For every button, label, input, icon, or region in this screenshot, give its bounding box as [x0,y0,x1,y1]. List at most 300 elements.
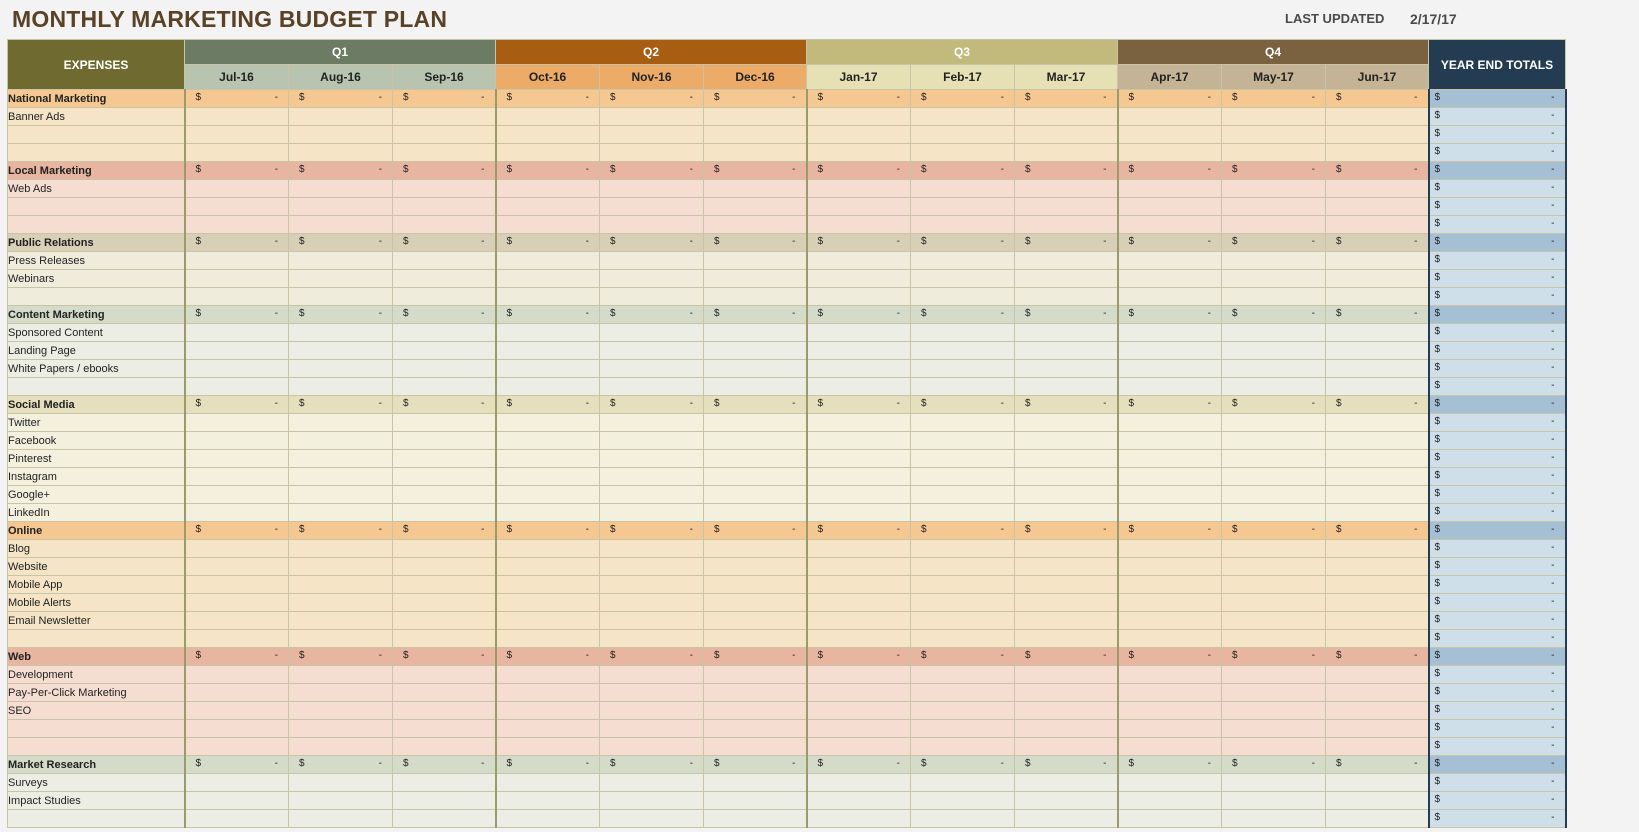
month-cell[interactable] [911,702,1015,720]
month-cell[interactable] [393,306,496,324]
month-cell[interactable] [704,180,807,198]
month-cell[interactable] [600,540,704,558]
month-cell[interactable] [496,540,600,558]
month-cell[interactable] [1326,702,1429,720]
year-end-total-cell[interactable] [1429,450,1566,468]
category-label[interactable]: Online [8,522,185,540]
month-cell[interactable] [1015,432,1118,450]
month-cell[interactable] [496,702,600,720]
month-cell[interactable] [496,252,600,270]
month-cell[interactable] [807,648,911,666]
month-cell[interactable] [704,324,807,342]
month-cell[interactable] [1118,162,1222,180]
month-cell[interactable] [600,324,704,342]
month-cell[interactable] [911,630,1015,648]
month-cell[interactable] [1222,522,1326,540]
month-cell[interactable] [704,594,807,612]
month-cell[interactable] [1118,360,1222,378]
month-cell[interactable] [496,738,600,756]
line-item-label[interactable]: Google+ [8,486,185,504]
year-end-total-cell[interactable] [1429,252,1566,270]
month-cell[interactable] [1118,108,1222,126]
month-cell[interactable] [185,702,289,720]
month-cell[interactable] [911,774,1015,792]
month-cell[interactable] [807,666,911,684]
month-cell[interactable] [1015,252,1118,270]
month-cell[interactable] [1015,360,1118,378]
month-cell[interactable] [807,594,911,612]
category-label[interactable]: Local Marketing [8,162,185,180]
year-end-total-cell[interactable] [1429,540,1566,558]
year-end-total-cell[interactable] [1429,414,1566,432]
month-cell[interactable] [704,648,807,666]
month-cell[interactable] [393,774,496,792]
year-end-total-cell[interactable] [1429,738,1566,756]
month-cell[interactable] [1222,198,1326,216]
month-cell[interactable] [1015,774,1118,792]
month-cell[interactable] [807,108,911,126]
month-cell[interactable] [704,342,807,360]
month-cell[interactable] [600,90,704,108]
line-item-label[interactable]: Impact Studies [8,792,185,810]
line-item-label[interactable]: LinkedIn [8,504,185,522]
line-item-label[interactable]: Development [8,666,185,684]
month-cell[interactable] [1326,378,1429,396]
month-cell[interactable] [1326,216,1429,234]
month-cell[interactable] [185,666,289,684]
month-cell[interactable] [496,342,600,360]
month-cell[interactable] [1015,720,1118,738]
month-cell[interactable] [1222,288,1326,306]
month-cell[interactable] [911,684,1015,702]
month-cell[interactable] [704,612,807,630]
line-item-label[interactable]: Pinterest [8,450,185,468]
month-cell[interactable] [704,144,807,162]
month-cell[interactable] [1326,396,1429,414]
line-item-label[interactable] [8,378,185,396]
month-cell[interactable] [289,504,393,522]
month-cell[interactable] [1222,252,1326,270]
month-cell[interactable] [1326,90,1429,108]
month-cell[interactable] [185,684,289,702]
month-cell[interactable] [289,666,393,684]
month-cell[interactable] [1118,522,1222,540]
month-cell[interactable] [807,720,911,738]
month-cell[interactable] [600,342,704,360]
month-cell[interactable] [704,504,807,522]
month-cell[interactable] [393,396,496,414]
month-cell[interactable] [393,90,496,108]
month-cell[interactable] [496,504,600,522]
month-cell[interactable] [704,720,807,738]
month-cell[interactable] [807,90,911,108]
month-cell[interactable] [496,594,600,612]
month-cell[interactable] [600,144,704,162]
month-cell[interactable] [1015,324,1118,342]
month-cell[interactable] [496,576,600,594]
month-cell[interactable] [704,270,807,288]
category-label[interactable]: Content Marketing [8,306,185,324]
month-cell[interactable] [185,630,289,648]
month-cell[interactable] [185,180,289,198]
month-cell[interactable] [1015,738,1118,756]
month-cell[interactable] [289,450,393,468]
month-cell[interactable] [1222,450,1326,468]
month-cell[interactable] [704,288,807,306]
month-cell[interactable] [1015,576,1118,594]
month-cell[interactable] [911,360,1015,378]
month-cell[interactable] [1118,270,1222,288]
line-item-label[interactable] [8,216,185,234]
line-item-label[interactable]: Mobile Alerts [8,594,185,612]
line-item-label[interactable] [8,198,185,216]
month-cell[interactable] [704,378,807,396]
line-item-label[interactable]: Landing Page [8,342,185,360]
month-cell[interactable] [185,540,289,558]
year-end-total-cell[interactable] [1429,144,1566,162]
month-cell[interactable] [289,144,393,162]
month-cell[interactable] [600,810,704,828]
month-cell[interactable] [600,360,704,378]
year-end-total-cell[interactable] [1429,324,1566,342]
month-cell[interactable] [393,360,496,378]
month-cell[interactable] [1118,252,1222,270]
month-cell[interactable] [1326,504,1429,522]
month-cell[interactable] [1326,630,1429,648]
month-cell[interactable] [185,558,289,576]
month-cell[interactable] [600,648,704,666]
month-cell[interactable] [393,180,496,198]
line-item-label[interactable]: Twitter [8,414,185,432]
year-end-total-cell[interactable] [1429,630,1566,648]
month-cell[interactable] [1222,648,1326,666]
month-cell[interactable] [1015,594,1118,612]
line-item-label[interactable]: Website [8,558,185,576]
month-cell[interactable] [911,756,1015,774]
month-cell[interactable] [600,414,704,432]
month-cell[interactable] [496,630,600,648]
month-cell[interactable] [704,414,807,432]
month-cell[interactable] [289,198,393,216]
month-cell[interactable] [289,162,393,180]
month-cell[interactable] [911,738,1015,756]
month-cell[interactable] [704,432,807,450]
month-cell[interactable] [1015,504,1118,522]
month-cell[interactable] [600,504,704,522]
month-cell[interactable] [393,702,496,720]
month-cell[interactable] [911,144,1015,162]
month-cell[interactable] [1118,396,1222,414]
line-item-label[interactable]: Sponsored Content [8,324,185,342]
month-cell[interactable] [496,126,600,144]
year-end-total-cell[interactable] [1429,306,1566,324]
month-cell[interactable] [600,216,704,234]
month-cell[interactable] [600,720,704,738]
month-cell[interactable] [1326,306,1429,324]
category-label[interactable]: Social Media [8,396,185,414]
month-cell[interactable] [289,216,393,234]
month-cell[interactable] [393,504,496,522]
month-cell[interactable] [807,414,911,432]
month-cell[interactable] [185,576,289,594]
month-cell[interactable] [1222,720,1326,738]
month-cell[interactable] [600,126,704,144]
year-end-total-cell[interactable] [1429,486,1566,504]
month-cell[interactable] [600,576,704,594]
month-cell[interactable] [807,450,911,468]
year-end-total-cell[interactable] [1429,378,1566,396]
month-cell[interactable] [1015,90,1118,108]
month-cell[interactable] [185,252,289,270]
month-cell[interactable] [600,252,704,270]
month-cell[interactable] [496,378,600,396]
month-cell[interactable] [807,576,911,594]
month-cell[interactable] [1222,756,1326,774]
month-cell[interactable] [807,162,911,180]
month-cell[interactable] [289,288,393,306]
month-cell[interactable] [704,450,807,468]
month-cell[interactable] [911,504,1015,522]
month-cell[interactable] [704,198,807,216]
month-cell[interactable] [1118,540,1222,558]
month-cell[interactable] [1326,684,1429,702]
month-cell[interactable] [1015,684,1118,702]
month-cell[interactable] [1326,234,1429,252]
year-end-total-cell[interactable] [1429,810,1566,828]
month-cell[interactable] [911,180,1015,198]
month-cell[interactable] [1222,630,1326,648]
month-cell[interactable] [1118,738,1222,756]
month-cell[interactable] [704,396,807,414]
month-cell[interactable] [289,378,393,396]
month-cell[interactable] [807,486,911,504]
month-cell[interactable] [1222,594,1326,612]
month-cell[interactable] [289,792,393,810]
year-end-total-cell[interactable] [1429,774,1566,792]
month-cell[interactable] [185,504,289,522]
month-cell[interactable] [185,144,289,162]
month-cell[interactable] [1222,486,1326,504]
month-cell[interactable] [289,594,393,612]
month-cell[interactable] [289,648,393,666]
line-item-label[interactable] [8,720,185,738]
month-cell[interactable] [1015,792,1118,810]
month-cell[interactable] [807,360,911,378]
month-cell[interactable] [1222,432,1326,450]
month-cell[interactable] [289,540,393,558]
month-cell[interactable] [1326,738,1429,756]
month-cell[interactable] [289,612,393,630]
line-item-label[interactable] [8,144,185,162]
month-cell[interactable] [807,288,911,306]
month-cell[interactable] [911,432,1015,450]
month-cell[interactable] [289,108,393,126]
year-end-total-cell[interactable] [1429,180,1566,198]
month-cell[interactable] [911,216,1015,234]
month-cell[interactable] [1326,612,1429,630]
month-cell[interactable] [1015,702,1118,720]
month-cell[interactable] [289,396,393,414]
month-cell[interactable] [911,162,1015,180]
month-cell[interactable] [1015,378,1118,396]
month-cell[interactable] [496,198,600,216]
line-item-label[interactable]: Pay-Per-Click Marketing [8,684,185,702]
month-cell[interactable] [807,252,911,270]
month-cell[interactable] [1222,666,1326,684]
month-cell[interactable] [600,612,704,630]
year-end-total-cell[interactable] [1429,756,1566,774]
month-cell[interactable] [289,702,393,720]
month-cell[interactable] [600,162,704,180]
month-cell[interactable] [1326,558,1429,576]
month-cell[interactable] [704,360,807,378]
month-cell[interactable] [289,342,393,360]
year-end-total-cell[interactable] [1429,612,1566,630]
month-cell[interactable] [1118,180,1222,198]
month-cell[interactable] [393,666,496,684]
month-cell[interactable] [185,288,289,306]
month-cell[interactable] [1118,306,1222,324]
month-cell[interactable] [1015,630,1118,648]
year-end-total-cell[interactable] [1429,288,1566,306]
month-cell[interactable] [496,666,600,684]
year-end-total-cell[interactable] [1429,522,1566,540]
month-cell[interactable] [393,288,496,306]
month-cell[interactable] [704,306,807,324]
last-updated-value[interactable]: 2/17/17 [1410,11,1457,27]
month-cell[interactable] [289,306,393,324]
month-cell[interactable] [911,522,1015,540]
month-cell[interactable] [289,558,393,576]
month-cell[interactable] [1222,702,1326,720]
month-cell[interactable] [1326,666,1429,684]
month-cell[interactable] [496,270,600,288]
month-cell[interactable] [496,324,600,342]
month-cell[interactable] [1222,180,1326,198]
month-cell[interactable] [289,270,393,288]
month-cell[interactable] [911,198,1015,216]
month-cell[interactable] [1326,270,1429,288]
line-item-label[interactable] [8,630,185,648]
year-end-total-cell[interactable] [1429,702,1566,720]
month-cell[interactable] [1118,90,1222,108]
month-cell[interactable] [704,792,807,810]
month-cell[interactable] [393,198,496,216]
month-cell[interactable] [1015,108,1118,126]
year-end-total-cell[interactable] [1429,648,1566,666]
month-cell[interactable] [807,702,911,720]
month-cell[interactable] [1326,576,1429,594]
month-cell[interactable] [1015,180,1118,198]
month-cell[interactable] [289,720,393,738]
month-cell[interactable] [496,234,600,252]
month-cell[interactable] [1015,306,1118,324]
month-cell[interactable] [911,90,1015,108]
line-item-label[interactable]: Email Newsletter [8,612,185,630]
month-cell[interactable] [185,414,289,432]
month-cell[interactable] [1222,774,1326,792]
month-cell[interactable] [185,468,289,486]
month-cell[interactable] [289,756,393,774]
month-cell[interactable] [600,270,704,288]
month-cell[interactable] [289,252,393,270]
month-cell[interactable] [807,558,911,576]
month-cell[interactable] [496,486,600,504]
month-cell[interactable] [1222,738,1326,756]
year-end-total-cell[interactable] [1429,360,1566,378]
month-cell[interactable] [704,216,807,234]
month-cell[interactable] [1326,126,1429,144]
month-cell[interactable] [1222,108,1326,126]
category-label[interactable]: National Marketing [8,90,185,108]
month-cell[interactable] [289,810,393,828]
year-end-total-cell[interactable] [1429,90,1566,108]
month-cell[interactable] [704,810,807,828]
month-cell[interactable] [1118,504,1222,522]
month-cell[interactable] [185,360,289,378]
month-cell[interactable] [185,756,289,774]
month-cell[interactable] [496,414,600,432]
month-cell[interactable] [1118,792,1222,810]
month-cell[interactable] [704,108,807,126]
month-cell[interactable] [807,216,911,234]
month-cell[interactable] [600,450,704,468]
month-cell[interactable] [393,756,496,774]
month-cell[interactable] [911,288,1015,306]
month-cell[interactable] [1118,594,1222,612]
month-cell[interactable] [496,450,600,468]
month-cell[interactable] [911,324,1015,342]
line-item-label[interactable]: Blog [8,540,185,558]
month-cell[interactable] [393,108,496,126]
month-cell[interactable] [807,630,911,648]
month-cell[interactable] [1222,504,1326,522]
year-end-total-cell[interactable] [1429,666,1566,684]
month-cell[interactable] [393,576,496,594]
month-cell[interactable] [807,792,911,810]
line-item-label[interactable]: Mobile App [8,576,185,594]
month-cell[interactable] [600,396,704,414]
month-cell[interactable] [1222,810,1326,828]
month-cell[interactable] [393,558,496,576]
month-cell[interactable] [496,144,600,162]
month-cell[interactable] [1326,756,1429,774]
month-cell[interactable] [1118,450,1222,468]
month-cell[interactable] [1118,342,1222,360]
month-cell[interactable] [600,486,704,504]
line-item-label[interactable]: Press Releases [8,252,185,270]
month-cell[interactable] [911,450,1015,468]
month-cell[interactable] [1222,90,1326,108]
month-cell[interactable] [289,360,393,378]
month-cell[interactable] [807,738,911,756]
month-cell[interactable] [807,432,911,450]
month-cell[interactable] [393,234,496,252]
month-cell[interactable] [1015,162,1118,180]
month-cell[interactable] [1326,180,1429,198]
month-cell[interactable] [911,108,1015,126]
month-cell[interactable] [600,702,704,720]
month-cell[interactable] [1118,468,1222,486]
month-cell[interactable] [185,450,289,468]
month-cell[interactable] [1118,144,1222,162]
month-cell[interactable] [704,684,807,702]
month-cell[interactable] [600,468,704,486]
month-cell[interactable] [185,396,289,414]
month-cell[interactable] [185,522,289,540]
month-cell[interactable] [1326,288,1429,306]
month-cell[interactable] [807,504,911,522]
